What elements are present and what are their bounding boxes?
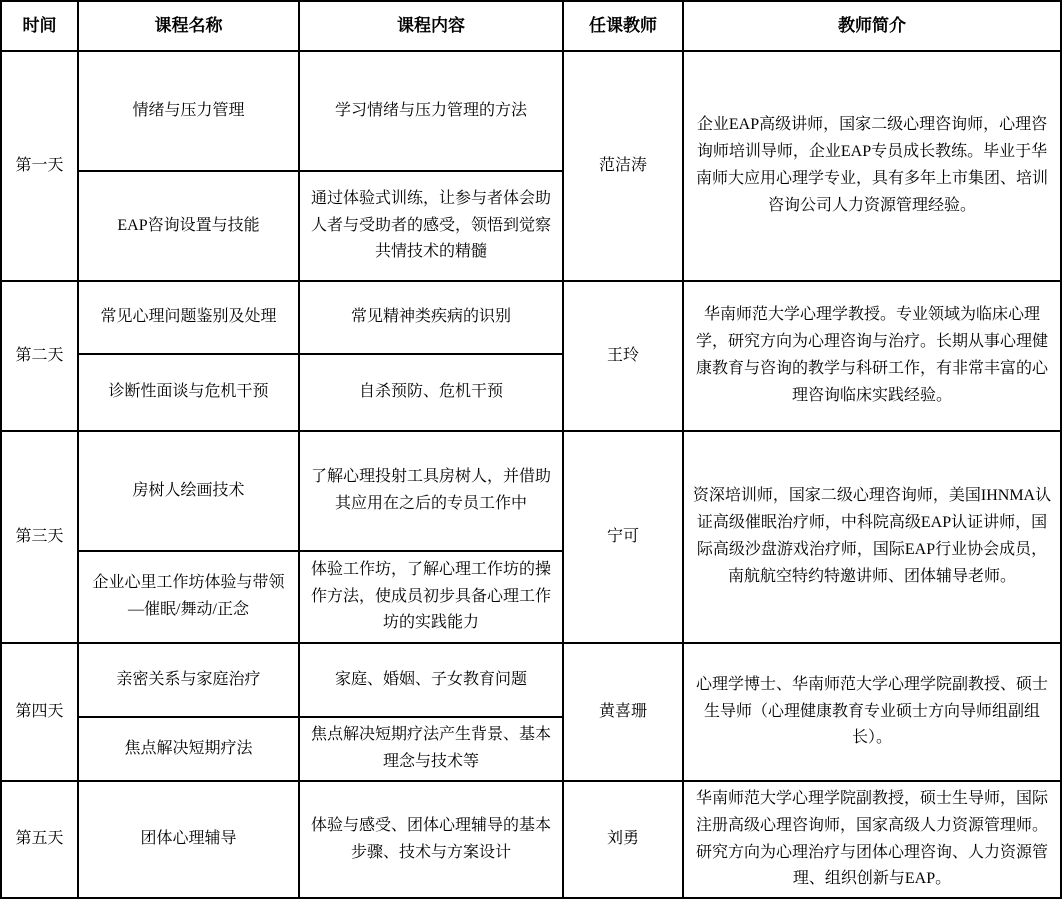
day-cell: 第五天 — [1, 781, 78, 898]
teacher-cell: 宁可 — [563, 431, 683, 643]
teacher-intro-cell: 华南师范大学心理学教授。专业领域为临床心理学，研究方向为心理咨询与治疗。长期从事心理健康教育与咨询的教学与科研工作，有非常丰富的心理咨询临床实践经验。 — [683, 281, 1061, 431]
course-name-cell: 常见心理问题鉴别及处理 — [78, 281, 299, 354]
header-teacher: 任课教师 — [563, 1, 683, 51]
table-row — [1, 431, 1061, 551]
course-content-cell: 学习情绪与压力管理的方法 — [299, 51, 563, 171]
header-course-content: 课程内容 — [299, 1, 563, 51]
course-name-cell: 企业心里工作坊体验与带领—催眠/舞动/正念 — [78, 551, 299, 643]
table-row — [1, 281, 1061, 354]
course-content-cell: 焦点解决短期疗法产生背景、基本理念与技术等 — [299, 717, 563, 781]
course-name-cell: EAP咨询设置与技能 — [78, 171, 299, 281]
teacher-intro-cell: 资深培训师，国家二级心理咨询师，美国IHNMA认证高级催眠治疗师，中科院高级EAP认证讲师，国际高级沙盘游戏治疗师，国际EAP行业协会成员，南航航空特约特邀讲师、团体辅导老师。 — [683, 431, 1061, 643]
header-teacher-intro: 教师简介 — [683, 1, 1061, 51]
course-content-cell: 通过体验式训练，让参与者体会助人者与受助者的感受，领悟到觉察共情技术的精髓 — [299, 171, 563, 281]
day-cell: 第三天 — [1, 431, 78, 643]
teacher-cell: 黄喜珊 — [563, 643, 683, 781]
course-content-cell: 了解心理投射工具房树人，并借助其应用在之后的专员工作中 — [299, 431, 563, 551]
teacher-cell: 王玲 — [563, 281, 683, 431]
course-name-cell: 亲密关系与家庭治疗 — [78, 643, 299, 717]
course-name-cell: 团体心理辅导 — [78, 781, 299, 898]
course-name-cell: 诊断性面谈与危机干预 — [78, 354, 299, 431]
table-row — [1, 51, 1061, 171]
teacher-intro-cell: 企业EAP高级讲师，国家二级心理咨询师，心理咨询师培训导师，企业EAP专员成长教练。毕业于华南师大应用心理学专业，具有多年上市集团、培训咨询公司人力资源管理经验。 — [683, 51, 1061, 281]
course-content-cell: 体验与感受、团体心理辅导的基本步骤、技术与方案设计 — [299, 781, 563, 898]
course-content-cell: 自杀预防、危机干预 — [299, 354, 563, 431]
teacher-intro-cell: 华南师范大学心理学院副教授，硕士生导师，国际注册高级心理咨询师，国家高级人力资源管理师。研究方向为心理治疗与团体心理咨询、人力资源管理、组织创新与EAP。 — [683, 781, 1061, 898]
day-cell: 第二天 — [1, 281, 78, 431]
header-row — [1, 1, 1061, 51]
teacher-intro-cell: 心理学博士、华南师范大学心理学院副教授、硕士生导师（心理健康教育专业硕士方向导师组副组长）。 — [683, 643, 1061, 781]
teacher-cell: 范洁涛 — [563, 51, 683, 281]
course-name-cell: 焦点解决短期疗法 — [78, 717, 299, 781]
day-cell: 第一天 — [1, 51, 78, 281]
course-name-cell: 情绪与压力管理 — [78, 51, 299, 171]
course-content-cell: 体验工作坊，了解心理工作坊的操作方法，使成员初步具备心理工作坊的实践能力 — [299, 551, 563, 643]
course-content-cell: 家庭、婚姻、子女教育问题 — [299, 643, 563, 717]
course-content-cell: 常见精神类疾病的识别 — [299, 281, 563, 354]
header-course-name: 课程名称 — [78, 1, 299, 51]
course-name-cell: 房树人绘画技术 — [78, 431, 299, 551]
table-row — [1, 643, 1061, 717]
teacher-cell: 刘勇 — [563, 781, 683, 898]
header-time: 时间 — [1, 1, 78, 51]
table-row — [1, 781, 1061, 898]
day-cell: 第四天 — [1, 643, 78, 781]
